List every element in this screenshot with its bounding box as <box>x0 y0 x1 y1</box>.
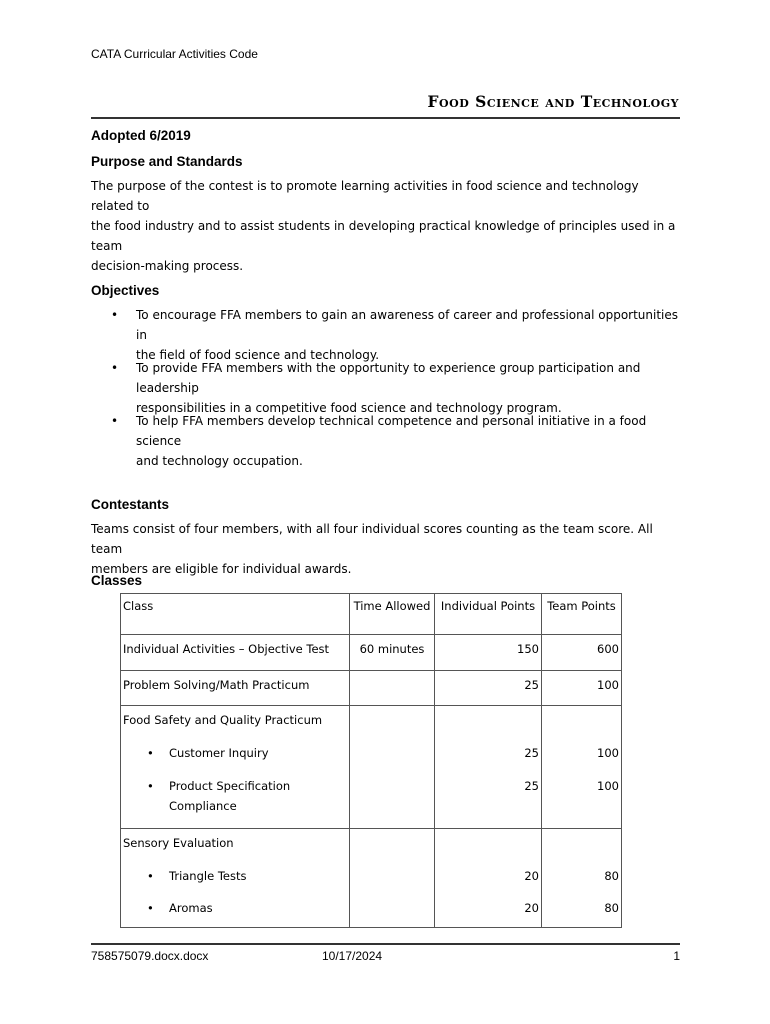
individual-points-cell <box>435 635 542 671</box>
objectives-heading: Objectives <box>91 283 160 298</box>
time-cell <box>350 706 435 829</box>
class-name-cell <box>121 635 350 671</box>
team-points-cell <box>542 706 622 829</box>
running-header: CATA Curricular Activities Code <box>91 47 258 61</box>
bullet-icon: • <box>147 746 154 760</box>
time-cell <box>350 829 435 928</box>
contestants-paragraph <box>91 519 681 579</box>
adopted-date: Adopted 6/2019 <box>91 128 191 143</box>
footer-date: 10/17/2024 <box>322 949 383 963</box>
objective-line: responsibilities in a competitive food science and technology program. <box>136 401 562 415</box>
table-row <box>121 671 622 706</box>
class-name: Sensory Evaluation <box>123 836 234 850</box>
individual-points: 25 <box>524 779 539 793</box>
column-header-time: Time Allowed <box>350 594 435 635</box>
bullet-icon: • <box>111 308 119 322</box>
purpose-line: The purpose of the contest is to promote learning activities in food science and technology related to <box>91 179 639 213</box>
bullet-icon: • <box>147 869 154 883</box>
objective-line: To help FFA members develop technical competence and personal initiative in a food science <box>136 414 647 448</box>
table-row <box>121 706 622 829</box>
contestants-line: Teams consist of four members, with all four individual scores counting as the team score. All team <box>91 522 653 556</box>
sub-item-name: Product Specification <box>169 779 291 793</box>
purpose-line: the food industry and to assist students in developing practical knowledge of principles used in a team <box>91 219 676 253</box>
time-cell <box>350 671 435 706</box>
column-header-individual: Individual Points <box>435 594 542 635</box>
time-allowed <box>350 671 434 679</box>
table-row <box>121 635 622 671</box>
class-name-cell <box>121 829 350 928</box>
objective-line: To encourage FFA members to gain an awareness of career and professional opportunities in <box>136 308 679 342</box>
team-points-cell <box>542 635 622 671</box>
bullet-icon: • <box>147 901 154 915</box>
purpose-heading: Purpose and Standards <box>91 154 243 169</box>
objective-line: To provide FFA members with the opportunity to experience group participation and leadership <box>136 361 641 395</box>
contestants-heading: Contestants <box>91 497 170 512</box>
individual-points-cell <box>435 671 542 706</box>
sub-item <box>123 743 347 763</box>
sub-item-name: Customer Inquiry <box>169 746 269 760</box>
sub-item-name: Triangle Tests <box>169 869 247 883</box>
class-name-cell <box>121 706 350 829</box>
sub-item-name: Aromas <box>169 901 213 915</box>
footer-page-number: 1 <box>673 949 680 963</box>
document-title: Food Science and Technology <box>427 92 679 111</box>
team-points: 100 <box>597 779 619 793</box>
column-header-class: Class <box>121 594 350 635</box>
team-points: 100 <box>597 678 619 692</box>
bullet-icon: • <box>111 414 119 428</box>
objective-line: the field of food science and technology. <box>136 348 380 362</box>
class-name-cell <box>121 671 350 706</box>
objective-line: and technology occupation. <box>136 454 303 468</box>
individual-points-cell <box>435 706 542 829</box>
team-points: 100 <box>597 746 619 760</box>
individual-points: 20 <box>524 869 539 883</box>
sub-item-name: Compliance <box>169 799 237 813</box>
team-points-cell <box>542 671 622 706</box>
sub-item <box>123 776 347 816</box>
footer-filename: 758575079.docx.docx <box>91 949 209 963</box>
individual-points: 20 <box>524 901 539 915</box>
team-points-cell <box>542 829 622 928</box>
class-name: Individual Activities – Objective Test <box>123 642 330 656</box>
contestants-line: members are eligible for individual awards. <box>91 562 352 576</box>
team-points: 80 <box>604 901 619 915</box>
column-header-team: Team Points <box>542 594 622 635</box>
table-row <box>121 829 622 928</box>
individual-points-cell <box>435 829 542 928</box>
footer-rule <box>91 943 680 945</box>
sub-item <box>123 898 347 918</box>
team-points: 80 <box>604 869 619 883</box>
individual-points: 25 <box>524 678 539 692</box>
bullet-icon: • <box>147 779 154 793</box>
time-allowed: 60 minutes <box>359 642 425 656</box>
table-header-row <box>121 594 622 635</box>
class-name: Food Safety and Quality Practicum <box>123 713 323 727</box>
purpose-line: decision-making process. <box>91 259 244 273</box>
sub-item <box>123 866 347 886</box>
individual-points: 150 <box>517 642 539 656</box>
class-name: Problem Solving/Math Practicum <box>123 678 310 692</box>
time-cell <box>350 635 435 671</box>
classes-table <box>120 593 622 928</box>
individual-points: 25 <box>524 746 539 760</box>
classes-heading: Classes <box>91 573 143 588</box>
purpose-paragraph <box>91 176 681 276</box>
title-rule <box>91 117 680 119</box>
team-points: 600 <box>597 642 619 656</box>
bullet-icon: • <box>111 361 119 375</box>
